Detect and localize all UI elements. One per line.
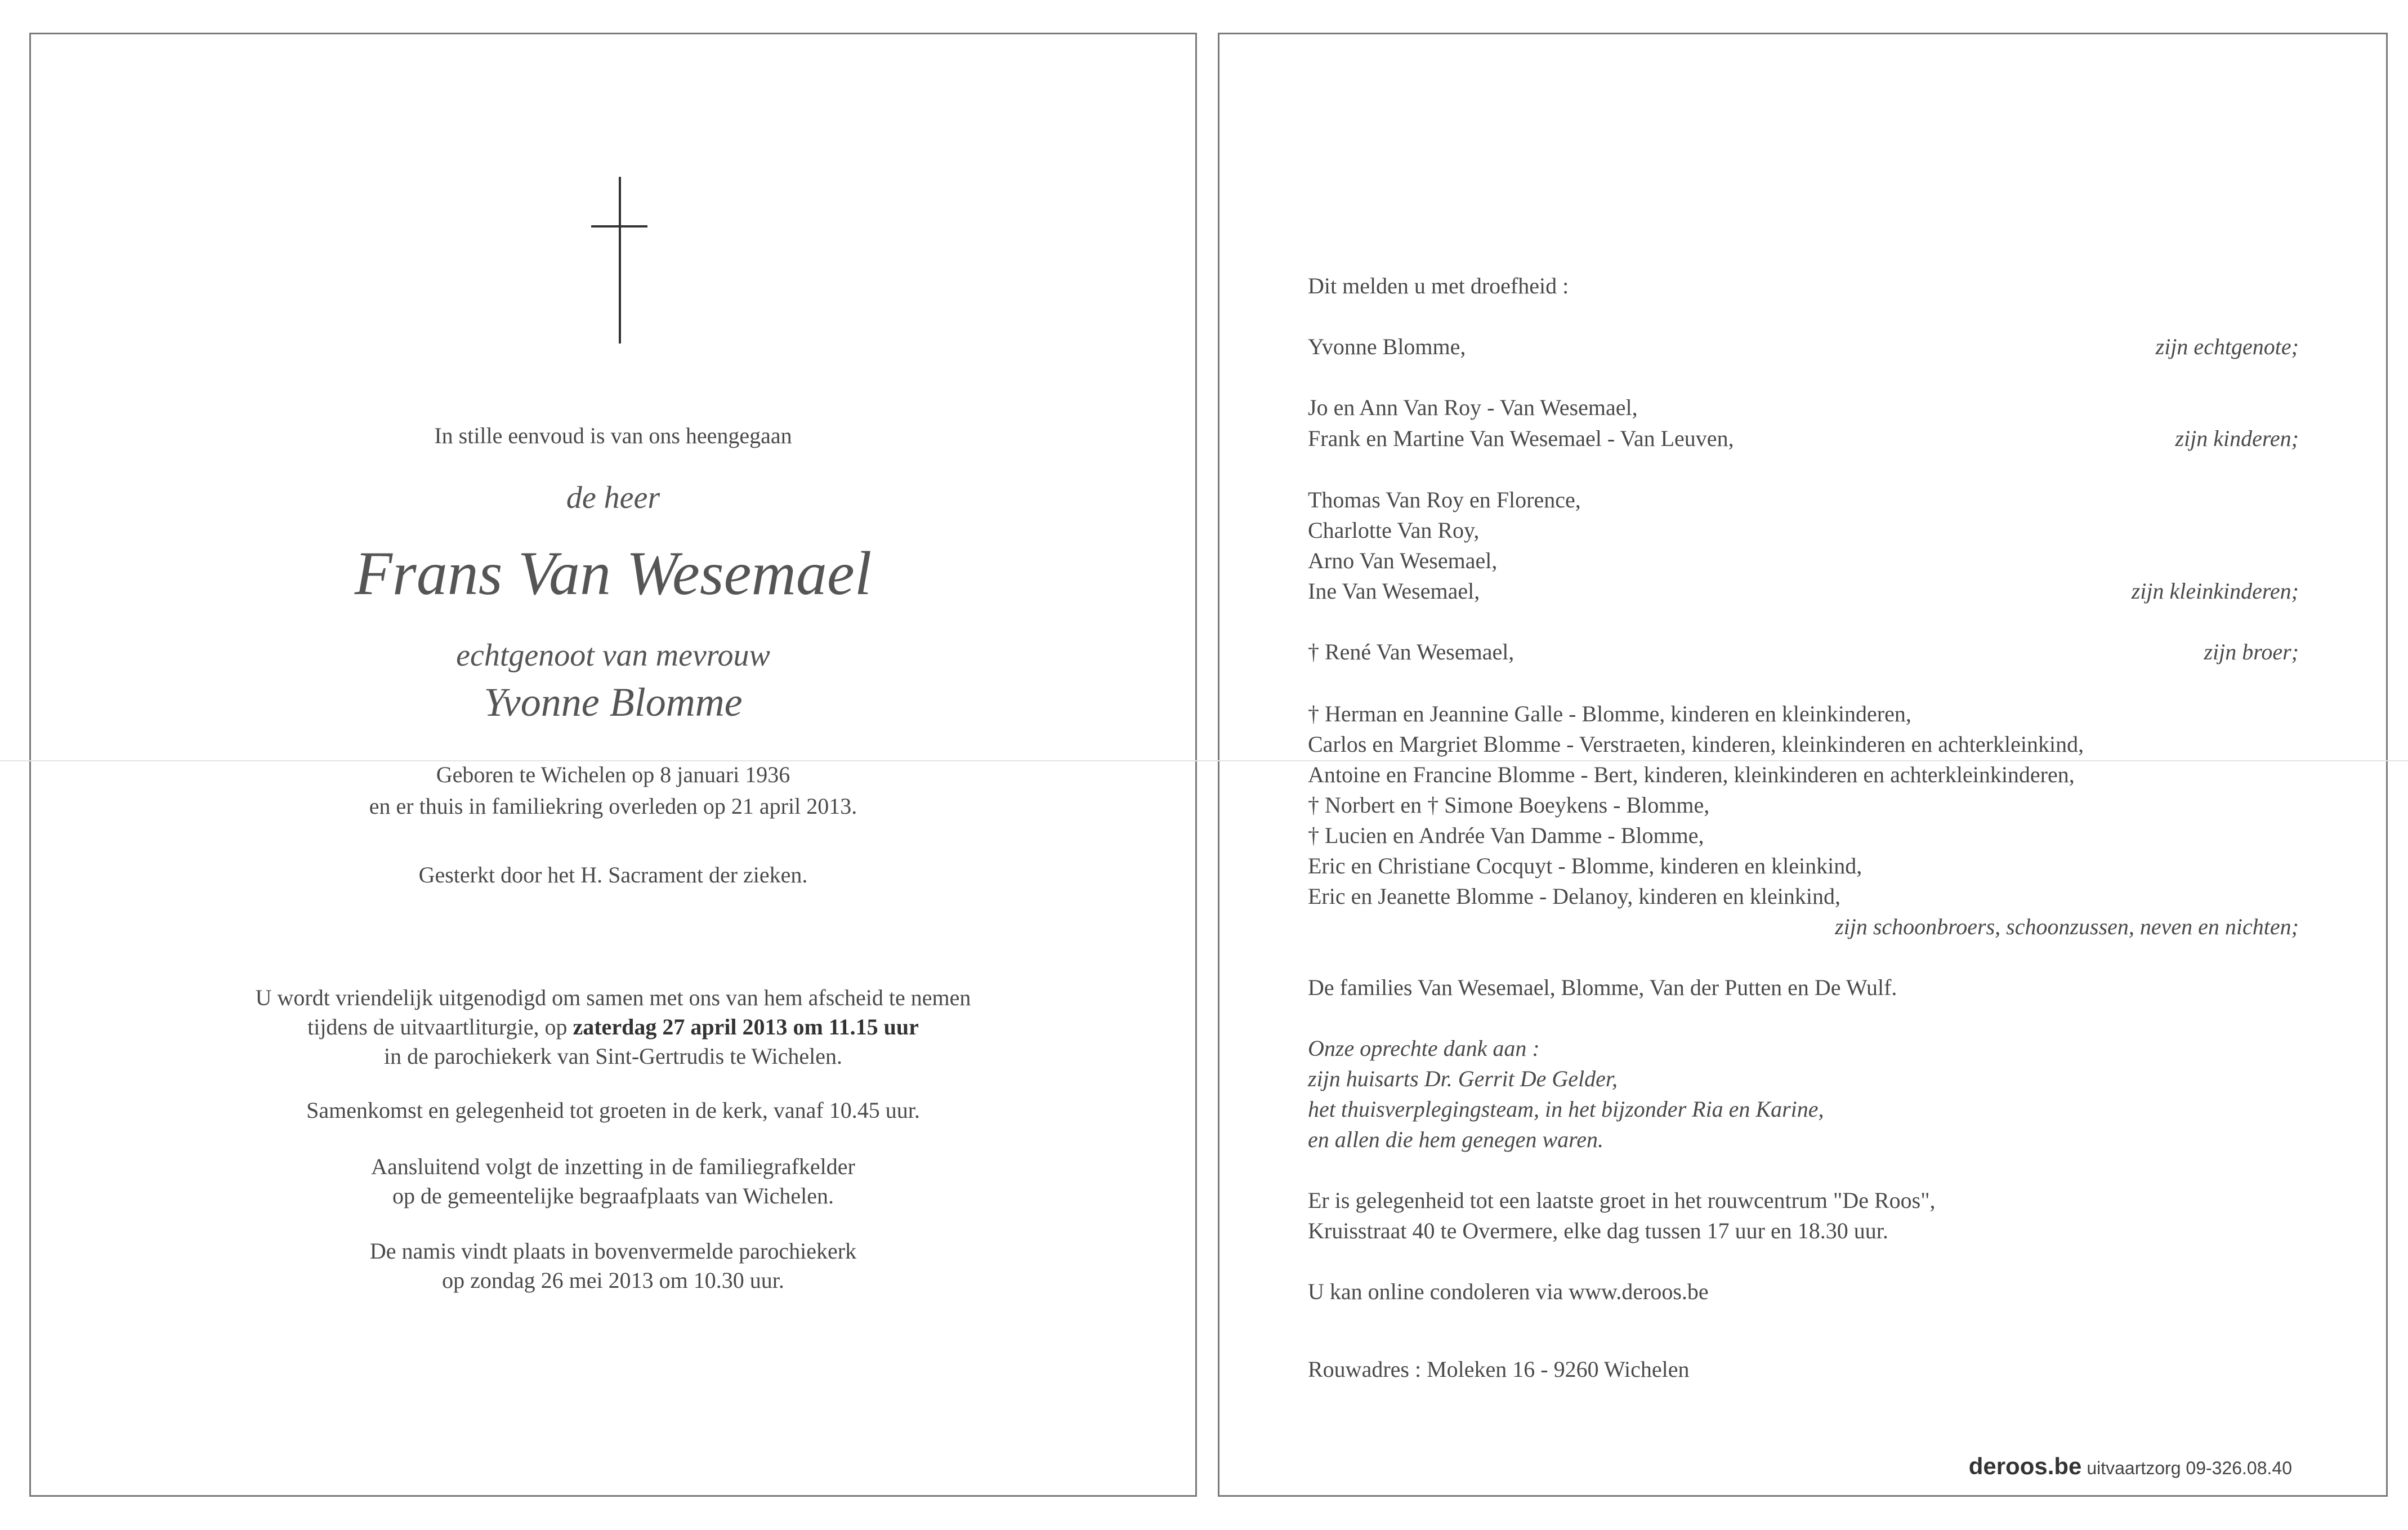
burial-line-1: Aansluitend volgt de inzetting in de familiegrafkelder [371, 1154, 855, 1179]
deceased-name: Frans Van Wesemael [354, 539, 872, 608]
thanks-line: Onze oprechte dank aan : [1308, 1036, 1540, 1061]
inlaw-line: Eric en Jeanette Blomme - Delanoy, kinderen en kleinkind, [1308, 884, 1840, 909]
funeral-home-footer [1969, 1453, 2292, 1480]
greeting-line-2: Kruisstraat 40 te Overmere, elke dag tussen 17 uur en 18.30 uur. [1308, 1218, 1888, 1243]
grandchild-name: Ine Van Wesemael, [1308, 578, 1480, 604]
spouse-label: echtgenoot van mevrouw [456, 638, 770, 673]
families-text: De families Van Wesemael, Blomme, Van der Putten en De Wulf. [1308, 975, 1897, 1000]
grandchild-name: Arno Van Wesemael, [1308, 548, 1498, 573]
spouse-name: Yvonne Blomme [484, 680, 743, 725]
mass-line-2: op zondag 26 mei 2013 om 10.30 uur. [442, 1268, 784, 1293]
sacrament-text: Gesterkt door het H. Sacrament der zieken. [418, 862, 808, 887]
announce-text: Dit melden u met droefheid : [1308, 273, 1569, 298]
inlaw-line: † Herman en Jeannine Galle - Blomme, kinderen en kleinkinderen, [1308, 701, 1911, 726]
inlaws-role: zijn schoonbroers, schoonzussen, neven en nichten; [1835, 914, 2299, 939]
footer-brand: deroos.be [1968, 1453, 2082, 1479]
gathering-text: Samenkomst en gelegenheid tot groeten in de kerk, vanaf 10.45 uur. [306, 1098, 920, 1123]
child-name: Jo en Ann Van Roy - Van Wesemael, [1308, 395, 1638, 420]
grandchildren-role: zijn kleinkinderen; [2131, 578, 2299, 604]
inlaw-line: Carlos en Margriet Blomme - Verstraeten, kinderen, kleinkinderen en achterkleinkind, [1308, 731, 2084, 757]
birth-text: Geboren te Wichelen op 8 januari 1936 [436, 762, 790, 787]
burial-line-2: op de gemeentelijke begraafplaats van Wichelen. [392, 1183, 834, 1208]
wife-role: zijn echtgenote; [2155, 334, 2299, 359]
thanks-line: het thuisverplegingsteam, in het bijzonder Ria en Karine, [1308, 1096, 1824, 1122]
wife-name: Yvonne Blomme, [1308, 334, 1466, 359]
invite-line-3: in de parochiekerk van Sint-Gertrudis te Wichelen. [383, 1043, 843, 1069]
invite-line-2: tijdens de uitvaartliturgie, op zaterdag 27 april 2013 om 11.15 uur [307, 1014, 919, 1040]
inlaw-line: † Lucien en Andrée Van Damme - Blomme, [1308, 823, 1704, 848]
inlaw-line: † Norbert en † Simone Boeykens - Blomme, [1308, 792, 1710, 818]
grandchild-name: Charlotte Van Roy, [1308, 518, 1480, 543]
brother-role: zijn broer; [2204, 639, 2299, 664]
inlaw-line: Antoine en Francine Blomme - Bert, kinderen, kleinkinderen en achterkleinkinderen, [1308, 762, 2075, 787]
online-condolence-text: U kan online condoleren via www.deroos.be [1308, 1279, 1709, 1304]
thanks-line: en allen die hem genegen waren. [1308, 1127, 1604, 1152]
footer-contact: uitvaartzorg 09-326.08.40 [2081, 1458, 2292, 1478]
mourning-address: Rouwadres : Moleken 16 - 9260 Wichelen [1308, 1357, 1690, 1382]
mass-line-1: De namis vindt plaats in bovenvermelde parochiekerk [369, 1238, 857, 1264]
ceremony-date: zaterdag 27 april 2013 om 11.15 uur [573, 1014, 919, 1040]
title-text: de heer [566, 480, 660, 515]
invite-line-1: U wordt vriendelijk uitgenodigd om samen met ons van hem afscheid te nemen [255, 985, 971, 1010]
cross-icon [591, 177, 647, 344]
children-role: zijn kinderen; [2175, 426, 2299, 451]
thanks-line: zijn huisarts Dr. Gerrit De Gelder, [1308, 1066, 1618, 1091]
intro-text: In stille eenvoud is van ons heengegaan [434, 423, 792, 448]
greeting-line-1: Er is gelegenheid tot een laatste groet in het rouwcentrum "De Roos", [1308, 1188, 1936, 1213]
inlaw-line: Eric en Christiane Cocquyt - Blomme, kinderen en kleinkind, [1308, 853, 1862, 878]
grandchild-name: Thomas Van Roy en Florence, [1308, 487, 1581, 512]
brother-name: † René Van Wesemael, [1308, 639, 1515, 664]
child-name: Frank en Martine Van Wesemael - Van Leuven, [1308, 426, 1734, 451]
death-text: en er thuis in familiekring overleden op 21 april 2013. [369, 793, 857, 819]
